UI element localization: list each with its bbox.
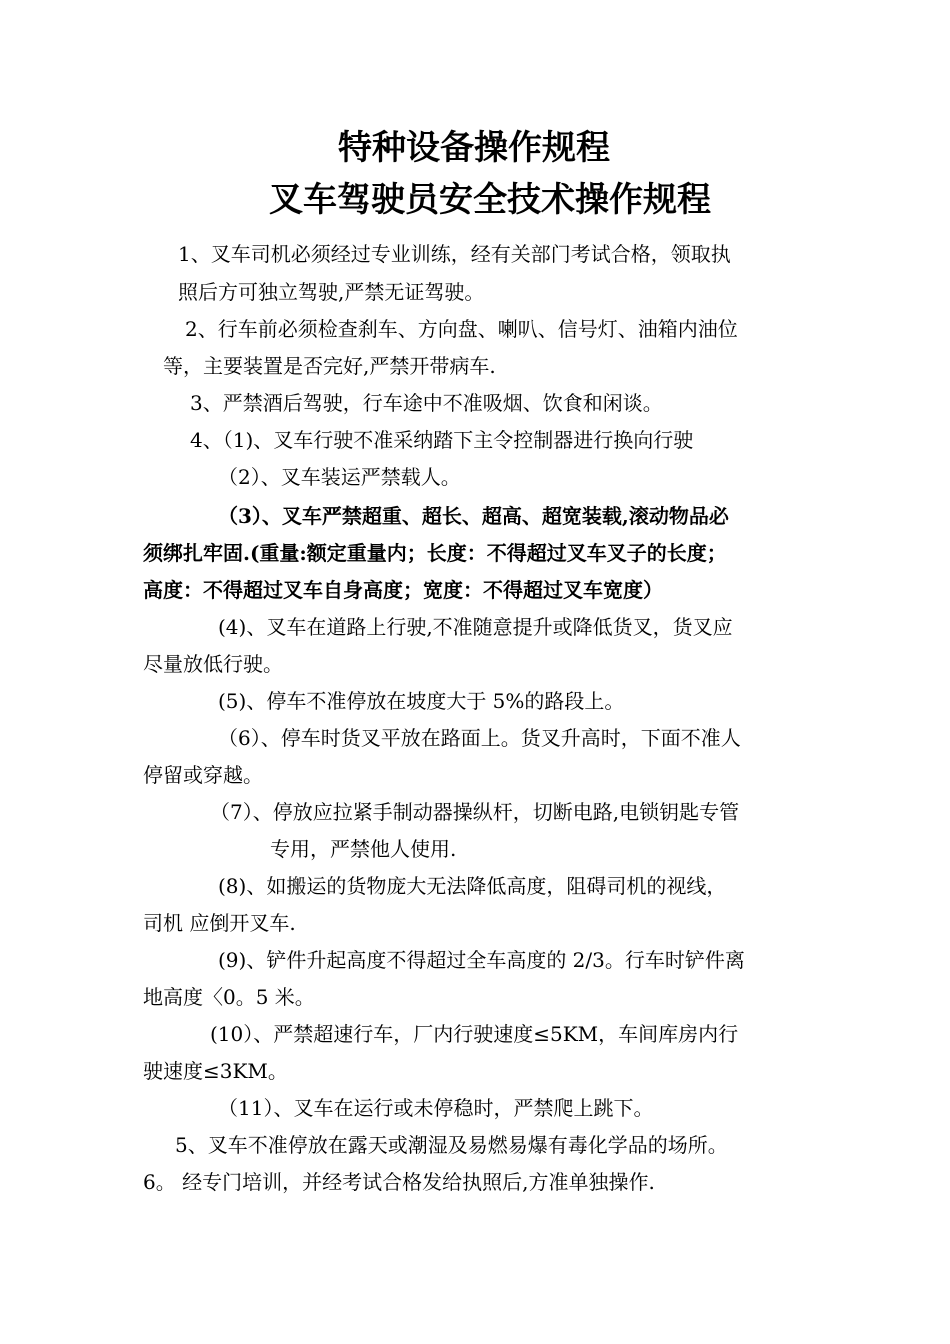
rule-4-item-10-line-1: (10）、严禁超速行车，厂内行驶速度≤5KM，车间库房内行 <box>210 1022 739 1046</box>
rule-4-item-4-line-1: (4)、叉车在道路上行驶,不准随意提升或降低货叉，货叉应 <box>218 615 733 639</box>
rule-3-line: 3、严禁酒后驾驶，行车途中不准吸烟、饮食和闲谈。 <box>190 391 663 415</box>
rule-5-line: 5、叉车不准停放在露天或潮湿及易燃易爆有毒化学品的场所。 <box>175 1133 728 1157</box>
rule-2-line-2: 等，主要装置是否完好,严禁开带病车. <box>163 354 496 378</box>
rule-4-item-9-line-2: 地高度〈0。5 米。 <box>143 985 315 1009</box>
rule-4-item-3-line-2: 须绑扎牢固.(重量:额定重量内；长度：不得超过叉车叉子的长度； <box>143 541 727 565</box>
rule-1-line-1: 1、叉车司机必须经过专业训练，经有关部门考试合格，领取执 <box>178 242 731 266</box>
rule-2-line-1: 2、行车前必须检查刹车、方向盘、喇叭、信号灯、油箱内油位 <box>185 317 738 341</box>
rule-1-line-2: 照后方可独立驾驶,严禁无证驾驶。 <box>178 280 485 304</box>
document-subtitle: 叉车驾驶员安全技术操作规程 <box>269 180 711 220</box>
rule-4-item-8-line-1: (8)、如搬运的货物庞大无法降低高度，阻碍司机的视线， <box>218 874 727 898</box>
rule-4-item-2: （2）、叉车装运严禁载人。 <box>218 465 461 489</box>
rule-4-item-4-line-2: 尽量放低行驶。 <box>143 652 283 676</box>
rule-4-item-5: (5)、停车不准停放在坡度大于 5%的路段上。 <box>218 689 625 713</box>
rule-4-item-7-line-1: （7）、停放应拉紧手制动器操纵杆，切断电路,电锁钥匙专管 <box>210 800 740 824</box>
rule-4-item-6-line-1: （6）、停车时货叉平放在路面上。货叉升高时，下面不准人 <box>218 726 741 750</box>
rule-4-item-7-line-2: 专用，严禁他人使用. <box>270 837 457 861</box>
rule-4-item-8-line-2: 司机 应倒开叉车. <box>143 911 296 935</box>
rule-4-item-3-line-3: 高度：不得超过叉车自身高度；宽度：不得超过叉车宽度） <box>143 578 663 602</box>
rule-4-item-3-line-1: （3）、叉车严禁超重、超长、超高、超宽装载,滚动物品必 <box>218 504 729 528</box>
rule-4-item-9-line-1: (9)、铲件升起高度不得超过全车高度的 2/3。行车时铲件离 <box>218 948 745 972</box>
document-title: 特种设备操作规程 <box>338 128 610 168</box>
rule-4-item-11: （11）、叉车在运行或未停稳时，严禁爬上跳下。 <box>218 1096 654 1120</box>
rule-4-item-1: 4、（1)、叉车行驶不准采纳踏下主令控制器进行换向行驶 <box>190 428 694 452</box>
rule-6-line: 6。 经专门培训，并经考试合格发给执照后,方准单独操作. <box>143 1170 655 1194</box>
rule-4-item-10-line-2: 驶速度≤3KM。 <box>143 1059 288 1083</box>
rule-4-item-6-line-2: 停留或穿越。 <box>143 763 263 787</box>
